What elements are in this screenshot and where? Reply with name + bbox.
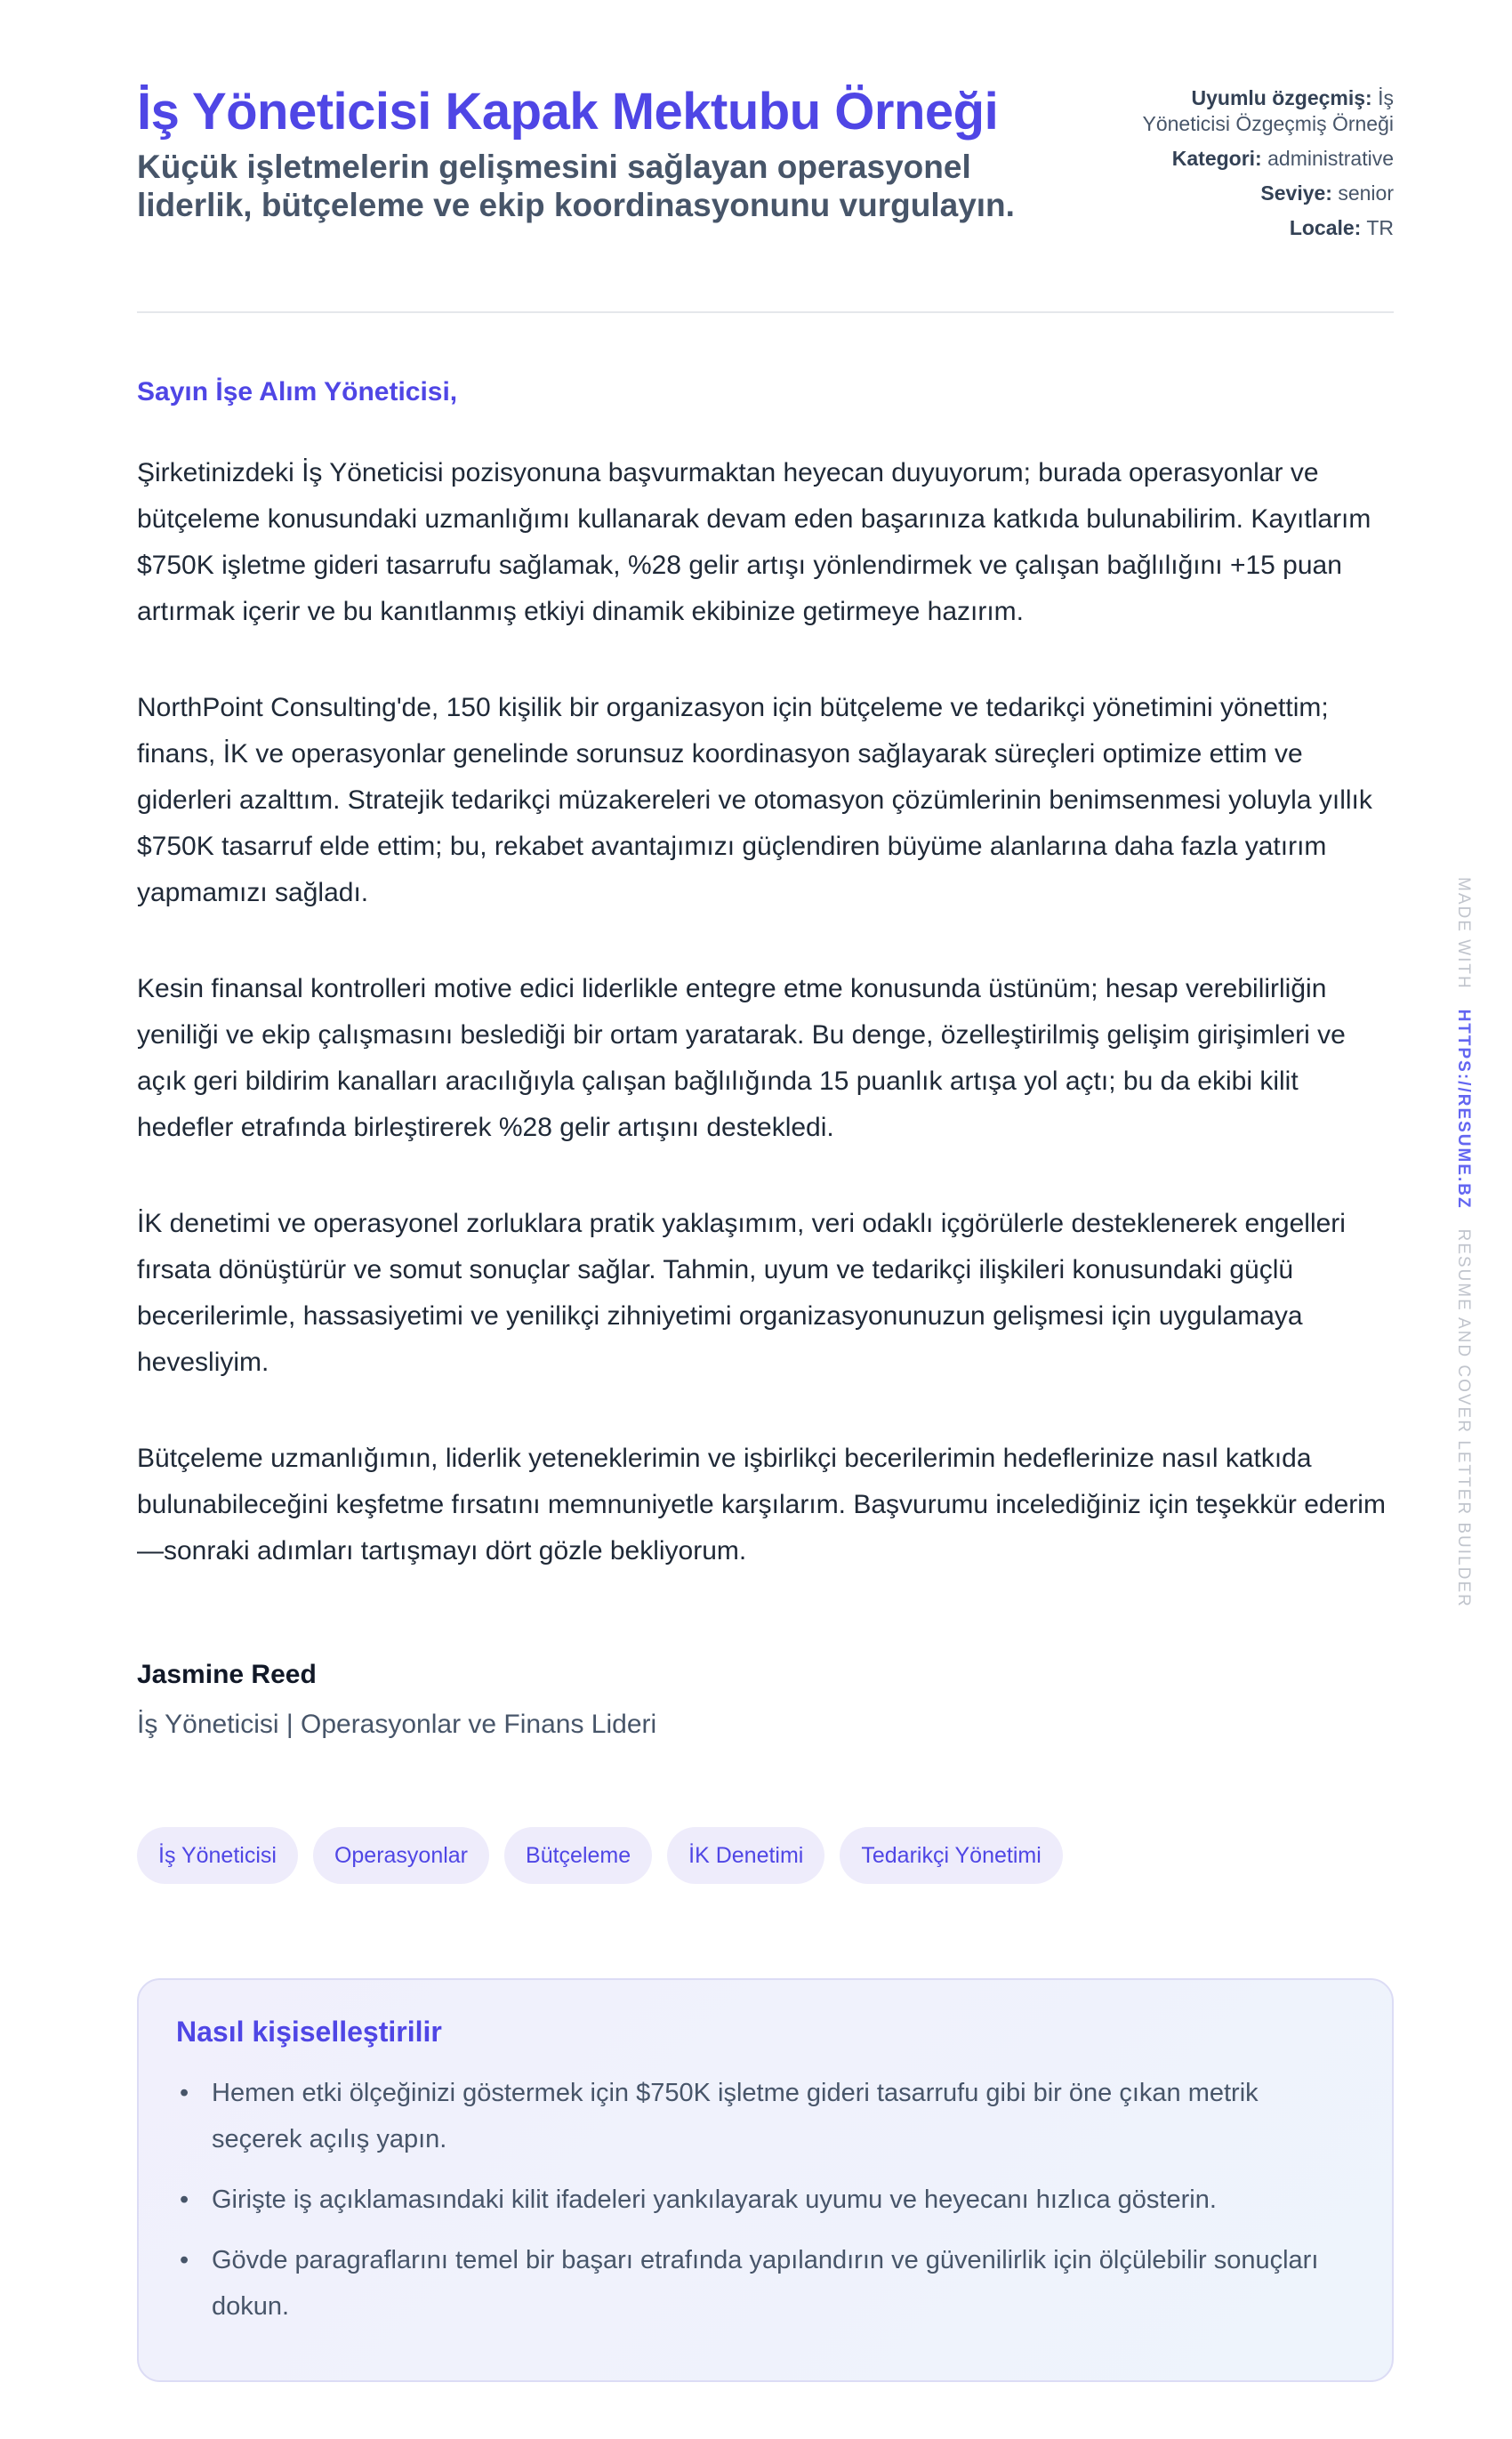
tip-item: • Hemen etki ölçeğinizi göstermek için $750K işletme gideri tasarrufu gibi bir öne çıkan metrik seçerek açılış yapın. bbox=[176, 2070, 1355, 2162]
letter-paragraph: Bütçeleme uzmanlığımın, liderlik yeteneklerimin ve işbirlikçi becerilerimin hedeflerinize nasıl katkıda bulunabileceğini keşfetme fırsatını memnuniyetle karşılarım. Başvurumu incelediğiniz için teşekkür ederim—sonraki adımları tartışmayı dört gözle bekliyorum. bbox=[137, 1444, 1386, 1566]
signature-role: İş Yöneticisi | Operasyonlar ve Finans Lideri bbox=[137, 1710, 657, 1739]
compatible-resume-link[interactable]: İş Yöneticisi Özgeçmiş Örneği bbox=[1142, 86, 1394, 135]
tip-item: • Girişte iş açıklamasındaki kilit ifadeleri yankılayarak uyumu ve heyecanı hızlıca gösterin. bbox=[176, 2177, 1355, 2223]
meta-info bbox=[1127, 85, 1394, 250]
letter-body bbox=[137, 450, 1394, 1624]
signature-name: Jasmine Reed bbox=[137, 1660, 317, 1689]
tag[interactable]: İK Denetimi bbox=[667, 1827, 824, 1884]
tips-title: Nasıl kişiselleştirilir bbox=[176, 2016, 442, 2048]
letter-paragraph: İK denetimi ve operasyonel zorluklara pratik yaklaşımım, veri odaklı içgörülerle desteklenerek engelleri fırsata dönüştürür ve somut sonuçlar sağlar. Tahmin, uyum ve tedarikçi ilişkileri konusundaki güçlü becerilerimle, hassasiyetimi ve yenilikçi zihniyetimi organizasyonunuzun gelişmesi için uygulamaya hevesliyim. bbox=[137, 1209, 1346, 1377]
tag[interactable]: Operasyonlar bbox=[313, 1827, 489, 1884]
meta-category: Kategori: administrative bbox=[1171, 147, 1394, 170]
header bbox=[137, 0, 1394, 313]
tips-list bbox=[176, 2070, 1355, 2330]
letter-greeting: Sayın İşe Alım Yöneticisi, bbox=[137, 377, 458, 406]
customization-tips-box bbox=[137, 1978, 1394, 2382]
meta-compatible-resume: Uyumlu özgeçmiş: İş Yöneticisi Özgeçmiş Örneği bbox=[1142, 86, 1394, 135]
tag[interactable]: Bütçeleme bbox=[504, 1827, 652, 1884]
page-subtitle: Küçük işletmelerin gelişmesini sağlayan operasyonel liderlik, bütçeleme ve ekip koordinasyonunu vurgulayın. bbox=[137, 149, 1015, 223]
letter-paragraph: NorthPoint Consulting'de, 150 kişilik bir organizasyon için bütçeleme ve tedarikçi yönetimini yönettim; finans, İK ve operasyonlar genelinde sorunsuz koordinasyon sağlayarak süreçleri optimize ettim ve giderleri azalttım. Stratejik tedarikçi müzakereleri ve otomasyon çözümlerinin benimsenmesi yoluyla yıllık $750K tasarruf elde ettim; bu, rekabet avantajımızı güçlendiren büyüme alanlarına daha fazla yatırım yapmamızı sağladı. bbox=[137, 693, 1372, 907]
tip-item: • Gövde paragraflarını temel bir başarı etrafında yapılandırın ve güvenilirlik için ölçülebilir sonuçları dokun. bbox=[176, 2237, 1355, 2330]
tag[interactable]: Tedarikçi Yönetimi bbox=[840, 1827, 1062, 1884]
cover-letter-page bbox=[137, 0, 1394, 2321]
watermark: MADE WITH HTTPS://RESUME.BZ RESUME AND COVER LETTER BUILDER bbox=[1454, 877, 1473, 1608]
tag-list bbox=[137, 1827, 1063, 1884]
letter-paragraph: Kesin finansal kontrolleri motive edici liderlikle entegre etme konusunda üstünüm; hesap verebilirliğin yeniliği ve ekip çalışmasını beslediği bir ortam yaratarak. Bu denge, özelleştirilmiş gelişim girişimleri ve açık geri bildirim kanalları aracılığıyla çalışan bağlılığında 15 puanlık artışa yol açtı; bu da ekibi kilit hedefler etrafında birleştirerek %28 gelir artışını destekledi. bbox=[137, 974, 1346, 1142]
resume-bz-link[interactable]: HTTPS://RESUME.BZ bbox=[1454, 1009, 1473, 1210]
meta-level: Seviye: senior bbox=[1260, 181, 1394, 205]
meta-locale: Locale: TR bbox=[1289, 216, 1394, 239]
page-title: İş Yöneticisi Kapak Mektubu Örneği bbox=[137, 83, 999, 141]
letter-paragraph: Şirketinizdeki İş Yöneticisi pozisyonuna başvurmaktan heyecan duyuyorum; burada operasyonlar ve bütçeleme konusundaki uzmanlığımı kullanarak devam eden başarınıza katkıda bulunabilirim. Kayıtlarım $750K işletme gideri tasarrufu sağlamak, %28 gelir artışı yönlendirmek ve çalışan bağlılığını +15 puan artırmak içerir ve bu kanıtlanmış etkiyi dinamik ekibinize getirmeye hazırım. bbox=[137, 458, 1371, 626]
tag[interactable]: İş Yöneticisi bbox=[137, 1827, 298, 1884]
